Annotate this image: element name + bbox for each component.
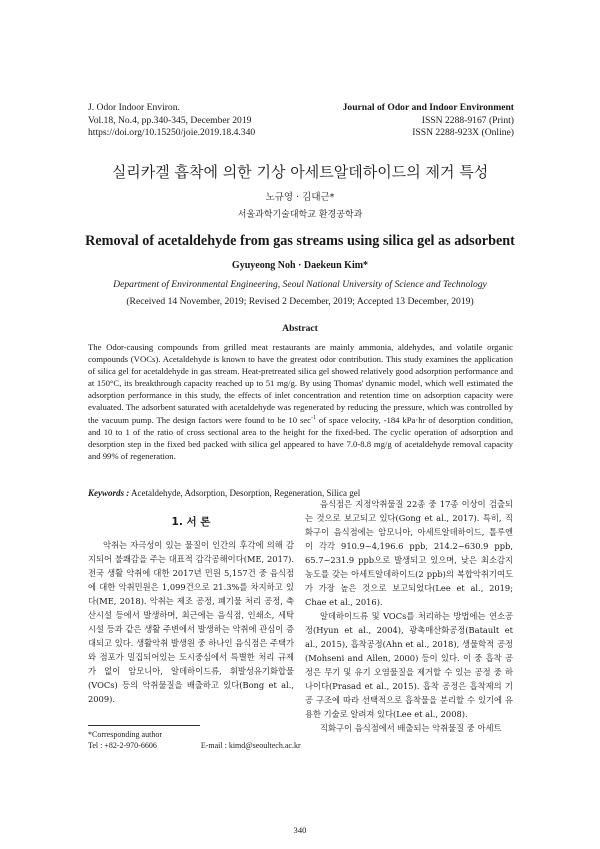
journal-name: Journal of Odor and Indoor Environment	[342, 102, 514, 113]
author-email[interactable]: E-mail : kimd@seoultech.ac.kr	[200, 741, 301, 750]
footnote	[88, 729, 348, 751]
doi-link[interactable]: https://doi.org/10.15250/joie.2019.18.4.340	[88, 127, 256, 138]
journal-abbrev: J. Odor Indoor Environ.	[88, 102, 180, 113]
author-phone: Tel : +82-2-970-6606	[88, 741, 157, 750]
intro-paragraph-1: 악취는 자극성이 있는 물질이 인간의 후각에 의해 감지되어 불쾌감을 주는 대표적 감각공해이다(ME, 2017). 전국 생활 악취에 대한 2017년 민원 5,157건 중 음식점에 대한 악취민원은 1,099건으로 21.3%를 차지하고 있다(ME, 2018). 악취는 제조 공정, 폐기물 처리 공정, 축산시설 등에서 발생하며, 최근에는 음식점, 인쇄소, 세탁 시설 등과 같은 생활 주변에서 발생하는 악취에 관심이 증대되고 있다. 생활악취 발생원 중 하나인 음식점은 주택가와 점포가 밀집되어있는 도시중심에서 특별한 처리 규제가 없이 암모니아, 알데하이드류, 휘발성유기화합물(VOCs) 등의 악취물질을 배출하고 있다(Bong et al., 2009).	[88, 540, 294, 704]
abstract-body	[88, 341, 513, 462]
abstract-superscript: -1	[311, 414, 317, 421]
intro-paragraph-2: 음식점은 지정악취물질 22종 중 17종 이상이 검출되는 것으로 보고되고 있다(Gong et al., 2017). 특히, 직화구이 음식점에는 암모니아, 아세트알데하이드, 톨루엔이 각각 910.9~4,196.6 ppb, 214.2~630.9 ppb, 65.7~231.9 ppb으로 발생되고 있으며, 낮은 최소감지농도를 갖는 아세트알데하이드(2 ppb)의 복합악취기여도가 가장 높은 것으로 보고되었다(Lee et al., 2019; Chae et al., 2016).	[305, 499, 513, 607]
english-authors: Gyuyeong Noh · Daekeun Kim*	[231, 260, 369, 271]
page-number: 340	[293, 825, 307, 835]
keywords-text: Acetaldehyde, Adsorption, Desorption, Regeneration, Silica gel	[129, 488, 361, 498]
journal-issn-block	[254, 102, 514, 140]
body-left-column	[88, 515, 294, 706]
body-right-column	[305, 497, 513, 735]
footnote-divider	[88, 725, 200, 726]
keywords-label: Keywords :	[88, 488, 130, 498]
corresponding-author: *Corresponding author	[88, 730, 162, 739]
english-title: Removal of acetaldehyde from gas streams using silica gel as adsorbent	[85, 233, 515, 249]
korean-title: 실리카겔 흡착에 의한 기상 아세트알데하이드의 제거 특성	[111, 163, 489, 181]
abstract-text-b: of space velocity, -184 kPa·hr of desorption condition, and 10 to 1 of the ratio of cross sectional area to the height for the fixed-bed. The cyclic operation of adsorption and desorption step in the fixed bed packed with silica gel appeared to have 7.0-8.8 mg/g of acetaldehyde removal capacity and 99% of regeneration.	[88, 414, 513, 461]
abstract-heading: Abstract	[282, 323, 318, 334]
korean-affiliation: 서울과학기술대학교 환경공학과	[237, 210, 363, 220]
english-department: Department of Environmental Engineering, Seoul National University of Science and Technology	[113, 279, 487, 290]
korean-authors: 노규영 · 김대근*	[265, 192, 335, 203]
volume-pages: Vol.18, No.4, pp.340-345, December 2019	[88, 114, 252, 126]
issn-online: ISSN 2288-923X (Online)	[412, 127, 514, 138]
intro-paragraph-3: 알데하이드류 및 VOCs를 처리하는 방법에는 연소공정(Hyun et al., 2004), 광촉매산화공정(Batault et al., 2015), 흡착공정(Ahn et al., 2018), 생물학적 공정(Mohseni and Allen, 2000) 등이 있다. 이 중 흡착 공정은 무기 및 유기 오염물질을 제거할 수 있는 공정 중 하나이다(Prasad et al., 2015). 흡착 공정은 흡착제의 기공 구조에 따라 선택적으로 흡착물을 분리할 수 있기에 유용한 기술로 알려져 있다(Lee et al., 2008).	[305, 611, 513, 719]
section-title: 1. 서 론	[171, 516, 211, 528]
intro-paragraph-4: 직화구이 음식점에서 배출되는 악취물질 중 아세트	[320, 723, 502, 733]
abstract-text-a: The Odor-causing compounds from grilled meat restaurants are mainly ammonia, aldehydes, and volatile organic compounds (VOCs). Acetaldehyde is known to have the greatest odor contribution. This study examines the application of silica gel for acetaldehyde in gas stream. Heat-pretreated silica gel showed relatively good adsorption performance and at 150°C, its breakthrough capacity reached up to 51 mg/g. By using Thomas' dynamic model, which well estimated the adsorption performance in this study, the effects of inlet concentration and retention time on adsorption capacity were evaluated. The adsorbent saturated with acetaldehyde was regenerated by reducing the pressure, which was controlled by the vacuum pump. The design factors were found to be 10 sec	[88, 342, 513, 425]
received-dates: (Received 14 November, 2019; Revised 2 December, 2019; Accepted 13 December, 2019)	[126, 296, 474, 307]
issn-print: ISSN 2288-9167 (Print)	[421, 114, 514, 126]
